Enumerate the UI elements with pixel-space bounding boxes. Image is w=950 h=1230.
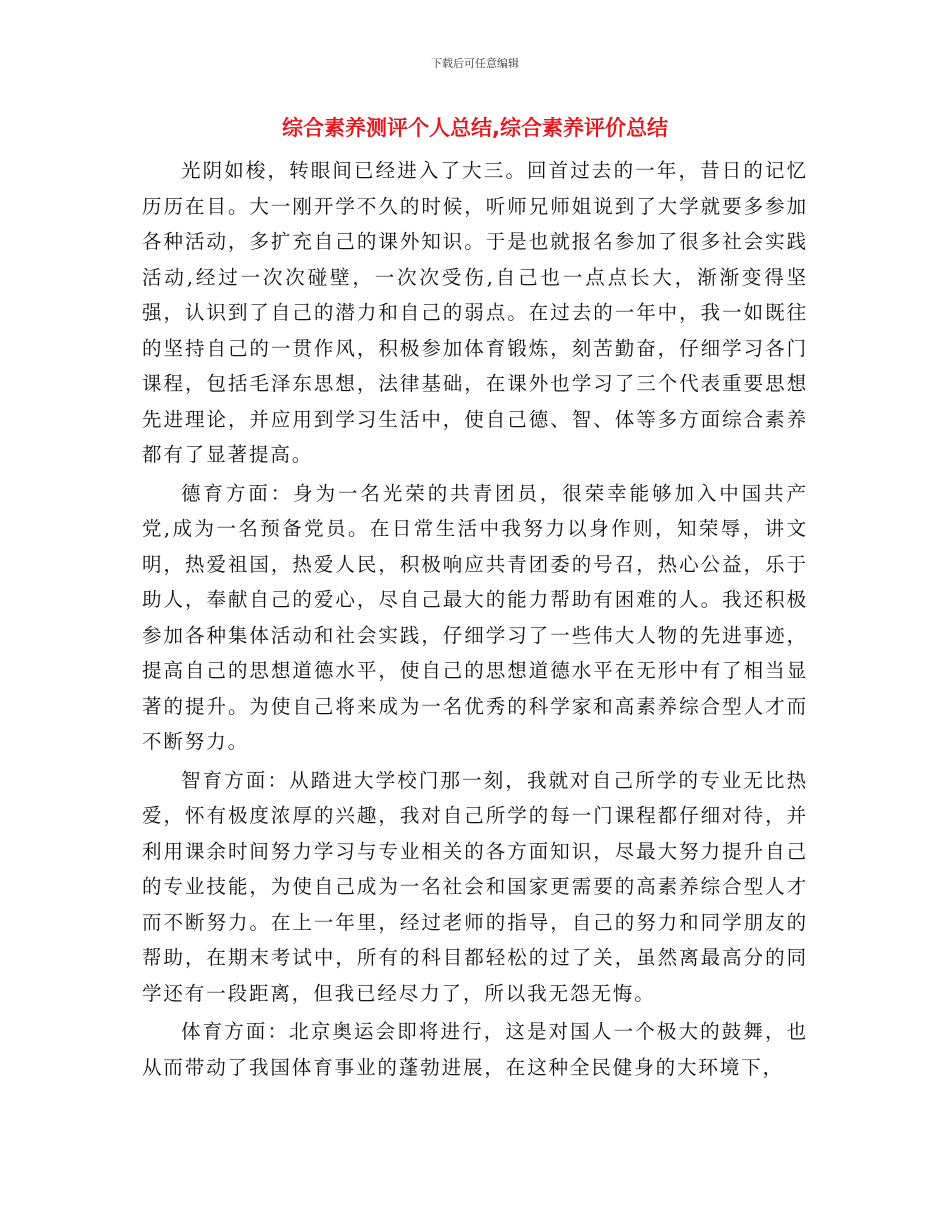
paragraph-moral-education: 德育方面：身为一名光荣的共青团员，很荣幸能够加入中国共产党,成为一名预备党员。在日常生活中我努力以身作则，知荣辱，讲文明，热爱祖国，热爱人民，积极响应共青团委的号召，热心公益，乐于助人，奉献自己的爱心，尽自己最大的能力帮助有困难的人。我还积极参加各种集体活动和社会实践，仔细学习了一些伟大人物的先进事迹，提高自己的思想道德水平，使自己的思想道德水平在无形中有了相当显著的提升。为使自己将来成为一名优秀的科学家和高素养综合型人才而不断努力。: [142, 481, 808, 753]
paragraph-intellectual-education: 智育方面：从踏进大学校门那一刻，我就对自己所学的专业无比热爱，怀有极度浓厚的兴趣，我对自己所学的每一门课程都仔细对待，并利用课余时间努力学习与专业相关的各方面知识，尽最大努力提升自己的专业技能，为使自己成为一名社会和国家更需要的高素养综合型人才而不断努力。在上一年里，经过老师的指导，自己的努力和同学朋友的帮助，在期末考试中，所有的科目都轻松的过了关，虽然离最高分的同学还有一段距离，但我已经尽力了，所以我无怨无悔。: [142, 768, 808, 1005]
document-body: [142, 153, 808, 1088]
header-note: 下载后可任意编辑: [431, 57, 519, 70]
document-title: 综合素养测评个人总结,综合素养评价总结: [282, 116, 668, 140]
paragraph-intro: 光阴如梭，转眼间已经进入了大三。回首过去的一年，昔日的记忆历历在目。大一刚开学不久的时候，听师兄师姐说到了大学就要多参加各种活动，多扩充自己的课外知识。于是也就报名参加了很多社会实践活动,经过一次次碰壁，一次次受伤,自己也一点点长大，渐渐变得坚强，认识到了自己的潜力和自己的弱点。在过去的一年中，我一如既往的坚持自己的一贯作风，积极参加体育锻炼，刻苦勤奋，仔细学习各门课程，包括毛泽东思想，法律基础，在课外也学习了三个代表重要思想先进理论，并应用到学习生活中，使自己德、智、体等多方面综合素养都有了显著提高。: [142, 159, 808, 466]
paragraph-physical-education: 体育方面：北京奥运会即将进行，这是对国人一个极大的鼓舞，也从而带动了我国体育事业的蓬勃进展，在这种全民健身的大环境下，: [142, 1020, 808, 1079]
